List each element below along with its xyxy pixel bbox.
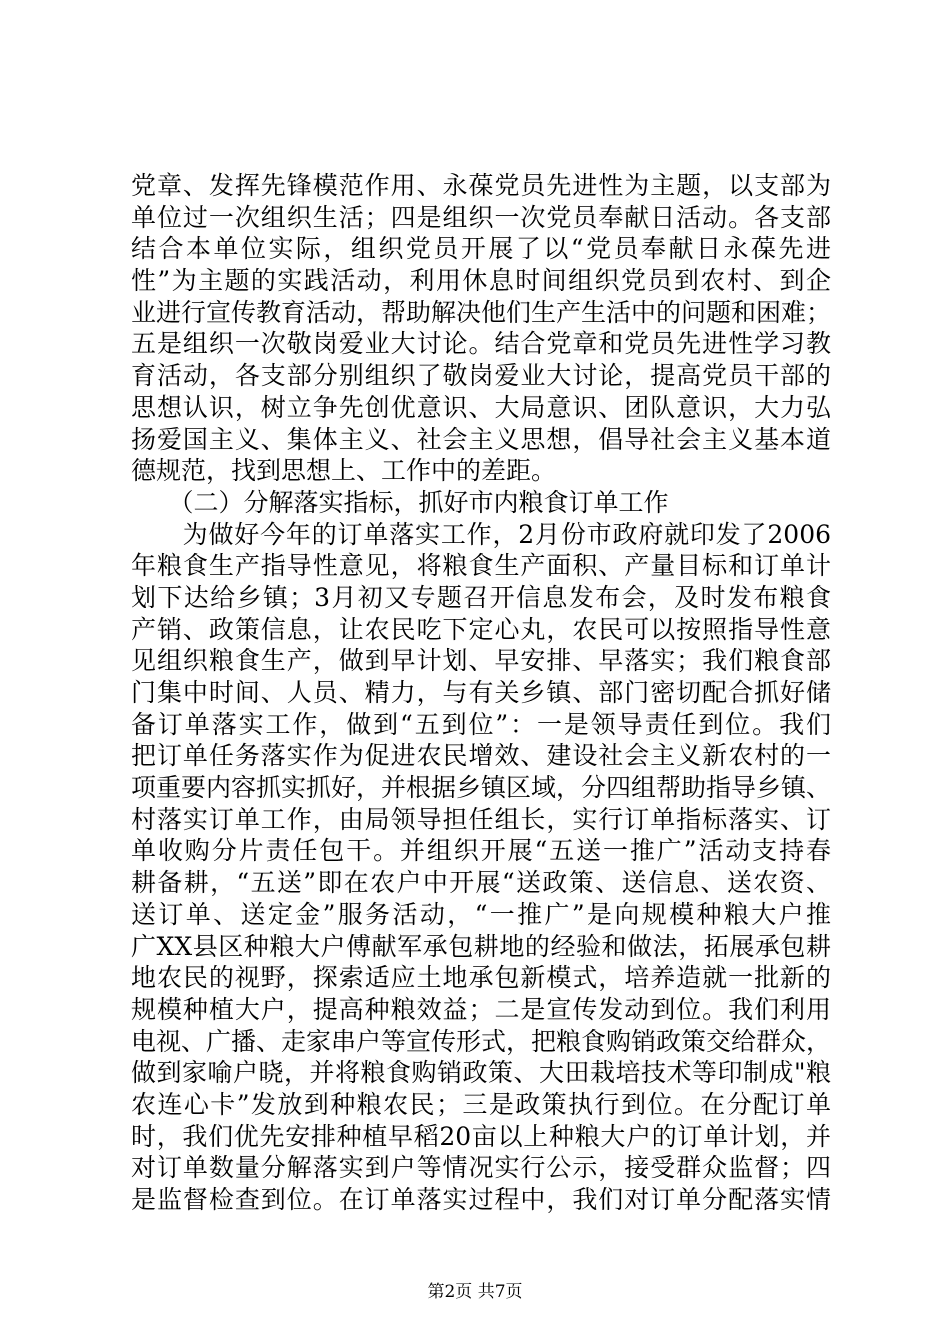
text-line: 划下达给乡镇；3月初又专题召开信息发布会，及时发布粮食 — [131, 582, 831, 612]
text-line: 为做好今年的订单落实工作，2月份市政府就印发了2006 — [131, 519, 831, 549]
text-line: 德规范，找到思想上、工作中的差距。 — [131, 456, 557, 486]
text-line: 农连心卡”发放到种粮农民；三是政策执行到位。在分配订单 — [131, 1089, 831, 1119]
text-line: 地农民的视野，探索适应土地承包新模式，培养造就一批新的 — [131, 963, 831, 993]
text-line: 年粮食生产指导性意见，将粮食生产面积、产量目标和订单计 — [131, 551, 831, 581]
text-line: 电视、广播、走家串户等宣传形式，把粮食购销政策交给群众， — [131, 1026, 832, 1056]
text-line: 门集中时间、人员、精力，与有关乡镇、部门密切配合抓好储 — [131, 678, 831, 707]
text-line: 备订单落实工作，做到“五到位”：一是领导责任到位。我们 — [131, 709, 831, 739]
text-line: 见组织粮食生产，做到早计划、早安排、早落实；我们粮食部 — [131, 646, 831, 676]
text-line: 单收购分片责任包干。并组织开展“五送一推广”活动支持春 — [131, 836, 831, 866]
text-line: 村落实订单工作，由局领导担任组长，实行订单指标落实、订 — [131, 804, 831, 834]
text-line: 广XX县区种粮大户傅献军承包耕地的经验和做法，拓展承包耕 — [131, 931, 831, 961]
text-line: 五是组织一次敬岗爱业大讨论。结合党章和党员先进性学习教 — [131, 329, 831, 359]
text-line: 扬爱国主义、集体主义、社会主义思想，倡导社会主义基本道 — [131, 424, 831, 454]
text-line: 产销、政策信息，让农民吃下定心丸，农民可以按照指导性意 — [131, 614, 831, 644]
text-line: 做到家喻户晓，并将粮食购销政策、大田栽培技术等印制成"粮 — [131, 1058, 831, 1088]
text-line: 送订单、送定金”服务活动，“一推广”是向规模种粮大户推 — [131, 899, 831, 929]
text-line: 育活动，各支部分别组织了敬岗爱业大讨论，提高党员干部的 — [131, 361, 831, 391]
text-line: 对订单数量分解落实到户等情况实行公示，接受群众监督；四 — [131, 1153, 831, 1183]
text-line: 把订单任务落实作为促进农民增效、建设社会主义新农村的一 — [131, 741, 831, 771]
text-line: 业进行宣传教育活动，帮助解决他们生产生活中的问题和困难； — [131, 297, 832, 327]
text-line: 党章、发挥先锋模范作用、永葆党员先进性为主题，以支部为 — [131, 171, 831, 200]
text-line: （二）分解落实指标，抓好市内粮食订单工作 — [131, 487, 669, 517]
page-footer: 第2页 共7页 — [427, 1282, 523, 1302]
text-line: 性”为主题的实践活动，利用休息时间组织党员到农村、到企 — [131, 266, 831, 296]
text-line: 时，我们优先安排种植早稻20亩以上种粮大户的订单计划，并 — [131, 1121, 831, 1151]
text-line: 项重要内容抓实抓好，并根据乡镇区域，分四组帮助指导乡镇、 — [131, 773, 832, 803]
text-line: 规模种植大户，提高种粮效益；二是宣传发动到位。我们利用 — [131, 994, 831, 1024]
text-line: 耕备耕，“五送”即在农户中开展“送政策、送信息、送农资、 — [131, 868, 831, 898]
text-line: 结合本单位实际，组织党员开展了以“党员奉献日永葆先进 — [131, 234, 831, 264]
text-line: 思想认识，树立争先创优意识、大局意识、团队意识，大力弘 — [131, 392, 831, 422]
body-text — [131, 170, 831, 1216]
text-line: 是监督检查到位。在订单落实过程中，我们对订单分配落实情 — [131, 1185, 831, 1214]
text-line: 单位过一次组织生活；四是组织一次党员奉献日活动。各支部 — [131, 202, 831, 232]
